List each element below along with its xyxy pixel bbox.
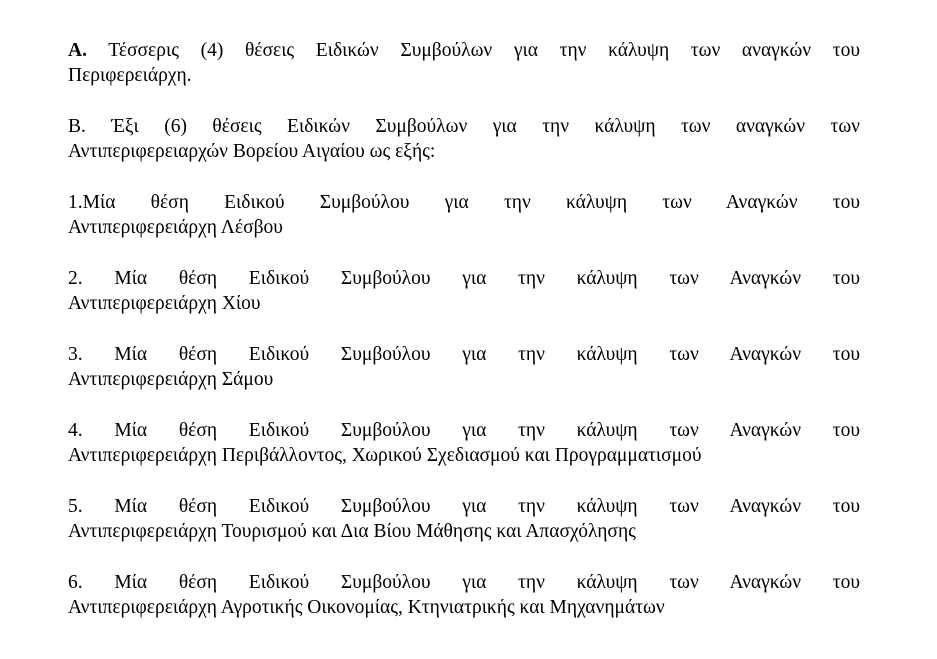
section-a-line-2: Περιφερειάρχη.: [68, 65, 192, 86]
list-item-4-line-1: 4. Μία θέση Ειδικού Συμβούλου για την κάλυψη των Αναγκών του: [68, 420, 860, 441]
document-body: [68, 38, 860, 646]
list-item-1-line-1: 1.Μία θέση Ειδικού Συμβούλου για την κάλυψη των Αναγκών του: [68, 192, 860, 213]
list-item-6-line-1: 6. Μία θέση Ειδικού Συμβούλου για την κάλυψη των Αναγκών του: [68, 572, 860, 593]
section-a-line-1-text: Τέσσερις (4) θέσεις Ειδικών Συμβούλων για την κάλυψη των αναγκών του: [86, 40, 860, 61]
list-item-2: [68, 266, 860, 316]
list-item-6-line-2: Αντιπεριφερειάρχη Αγροτικής Οικονομίας, Κτηνιατρικής και Μηχανημάτων: [68, 597, 665, 618]
list-item-1: [68, 190, 860, 240]
list-item-6: [68, 570, 860, 620]
list-item-2-line-1: 2. Μία θέση Ειδικού Συμβούλου για την κάλυψη των Αναγκών του: [68, 268, 860, 289]
section-b-line-2: Αντιπεριφερειαρχών Βορείου Αιγαίου ως εξής:: [68, 141, 436, 162]
list-item-5-line-2: Αντιπεριφερειάρχη Τουρισμού και Δια Βίου Μάθησης και Απασχόλησης: [68, 521, 636, 542]
list-item-5: [68, 494, 860, 544]
section-a-label: Α.: [68, 40, 87, 61]
section-b-paragraph: [68, 114, 860, 164]
list-item-3-line-2: Αντιπεριφερειάρχη Σάμου: [68, 369, 274, 390]
list-item-4-line-2: Αντιπεριφερειάρχη Περιβάλλοντος, Χωρικού Σχεδιασμού και Προγραμματισμού: [68, 445, 702, 466]
section-a-line-1: [68, 38, 860, 63]
list-item-1-line-2: Αντιπεριφερειάρχη Λέσβου: [68, 217, 283, 238]
list-item-3: [68, 342, 860, 392]
list-item-2-line-2: Αντιπεριφερειάρχη Χίου: [68, 293, 261, 314]
section-a-paragraph: [68, 38, 860, 88]
list-item-3-line-1: 3. Μία θέση Ειδικού Συμβούλου για την κάλυψη των Αναγκών του: [68, 344, 860, 365]
section-b-line-1: Β. Έξι (6) θέσεις Ειδικών Συμβούλων για την κάλυψη των αναγκών των: [68, 116, 860, 137]
list-item-4: [68, 418, 860, 468]
list-item-5-line-1: 5. Μία θέση Ειδικού Συμβούλου για την κάλυψη των Αναγκών του: [68, 496, 860, 517]
